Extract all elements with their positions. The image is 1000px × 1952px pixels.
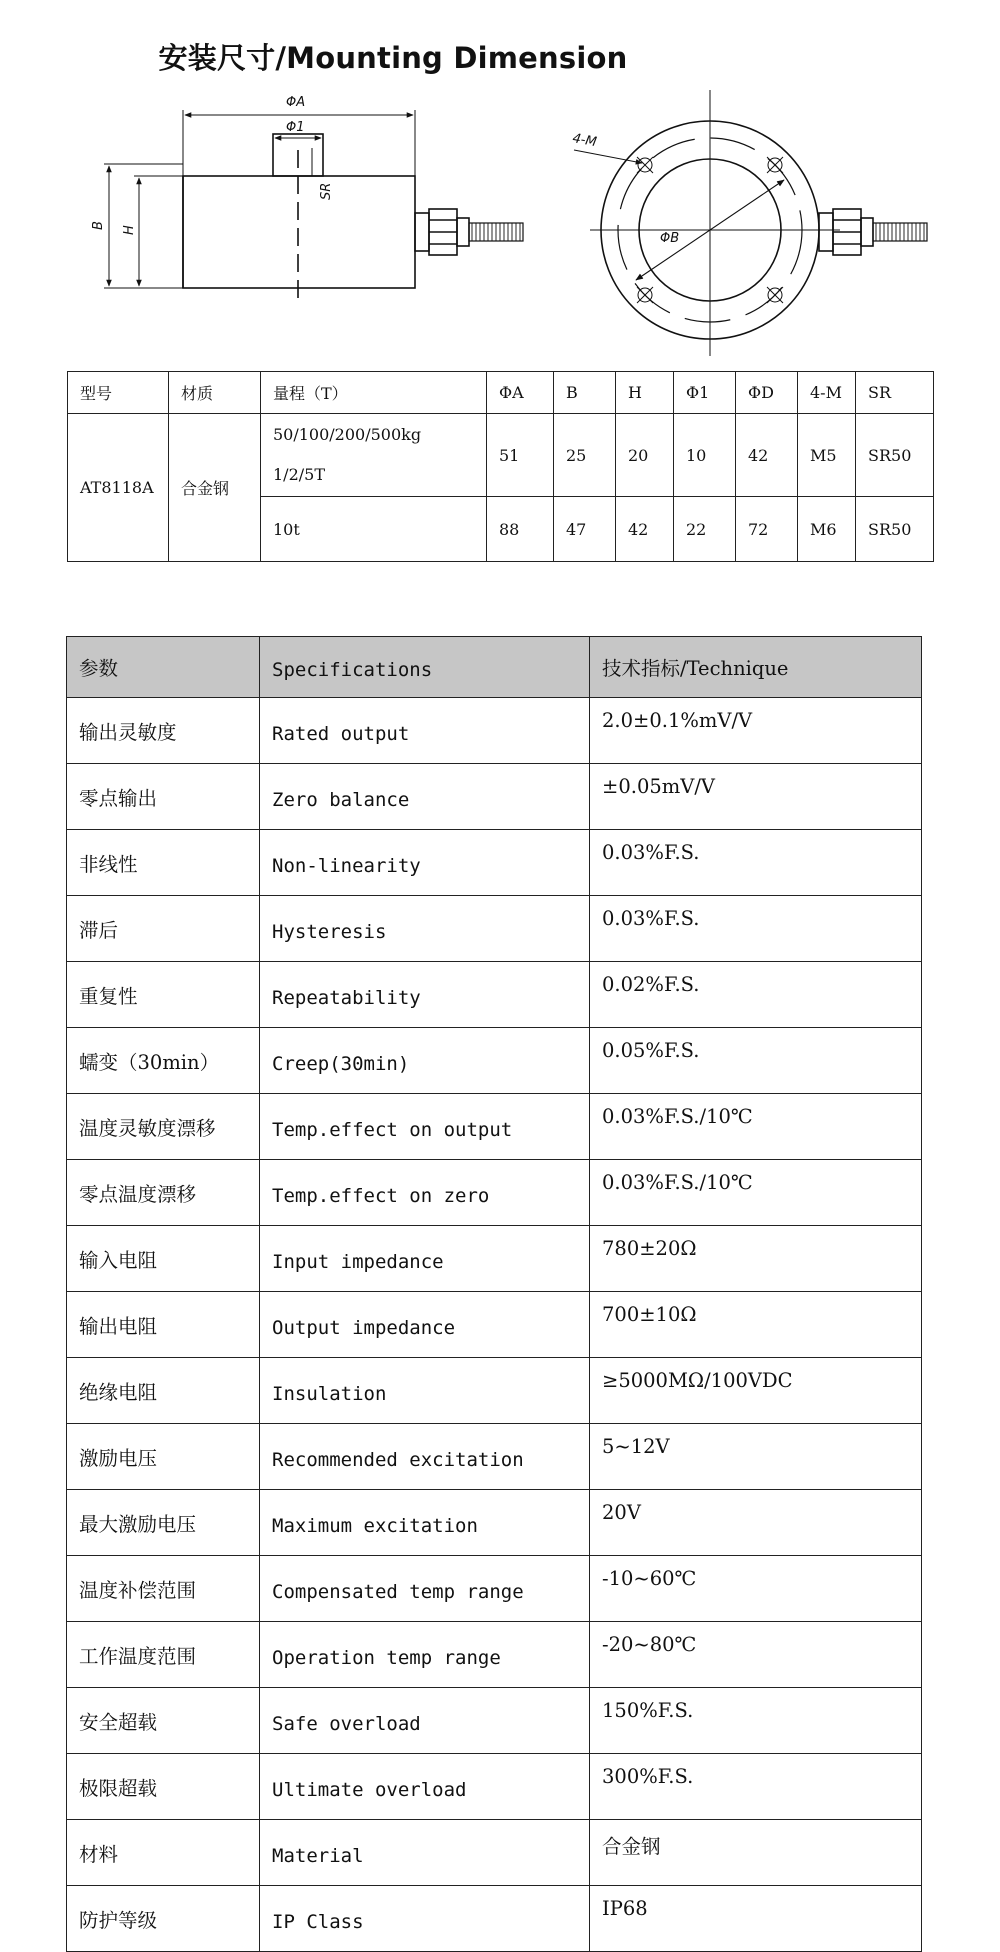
spec-name-cell: Recommended excitation xyxy=(260,1424,590,1490)
label-4-m: 4-M xyxy=(571,131,598,151)
cell-h: 42 xyxy=(616,497,674,562)
table-row xyxy=(67,1688,922,1754)
table-row xyxy=(67,1358,922,1424)
spec-param-cell: 零点温度漂移 xyxy=(67,1160,260,1226)
spec-value-cell: 300%F.S. xyxy=(590,1754,922,1820)
header-material: 材质 xyxy=(169,372,261,414)
cell-phi-d: 42 xyxy=(736,414,798,497)
cell-b: 47 xyxy=(554,497,616,562)
spec-value-cell: 20V xyxy=(590,1490,922,1556)
page-title: 安装尺寸/Mounting Dimension xyxy=(158,41,628,75)
spec-value-cell: 0.03%F.S./10℃ xyxy=(590,1094,922,1160)
spec-name-cell: Non-linearity xyxy=(260,830,590,896)
specification-table xyxy=(66,636,922,1952)
spec-value-cell: ≥5000MΩ/100VDC xyxy=(590,1358,922,1424)
table-row xyxy=(67,1160,922,1226)
table-row xyxy=(67,1820,922,1886)
spec-param-cell: 安全超载 xyxy=(67,1688,260,1754)
spec-param-cell: 非线性 xyxy=(67,830,260,896)
spec-value-cell: 0.05%F.S. xyxy=(590,1028,922,1094)
header-technique: 技术指标/Technique xyxy=(590,637,922,698)
spec-value-cell: 700±10Ω xyxy=(590,1292,922,1358)
cell-range: 10t xyxy=(261,497,487,562)
header-sr: SR xyxy=(856,372,934,414)
spec-param-cell: 零点输出 xyxy=(67,764,260,830)
header-phi-a: ΦA xyxy=(487,372,554,414)
spec-param-cell: 温度补偿范围 xyxy=(67,1556,260,1622)
dimension-table xyxy=(67,371,934,562)
table-row xyxy=(67,764,922,830)
cell-sr: SR50 xyxy=(856,414,934,497)
cell-m: M5 xyxy=(798,414,856,497)
spec-value-cell: -20~80℃ xyxy=(590,1622,922,1688)
header-phi-1: Φ1 xyxy=(674,372,736,414)
spec-param-cell: 极限超载 xyxy=(67,1754,260,1820)
label-b: B xyxy=(91,221,106,230)
header-phi-d: ΦD xyxy=(736,372,798,414)
header-range: 量程（T） xyxy=(261,372,487,414)
cell-phi-1: 10 xyxy=(674,414,736,497)
spec-param-cell: 激励电压 xyxy=(67,1424,260,1490)
spec-name-cell: Compensated temp range xyxy=(260,1556,590,1622)
spec-name-cell: Temp.effect on output xyxy=(260,1094,590,1160)
spec-param-cell: 温度灵敏度漂移 xyxy=(67,1094,260,1160)
header-4-m: 4-M xyxy=(798,372,856,414)
spec-name-cell: Operation temp range xyxy=(260,1622,590,1688)
table-row xyxy=(67,1226,922,1292)
header-model: 型号 xyxy=(68,372,169,414)
spec-header-row xyxy=(67,637,922,698)
spec-value-cell: 0.03%F.S. xyxy=(590,896,922,962)
cell-range xyxy=(261,414,487,497)
spec-param-cell: 蠕变（30min） xyxy=(67,1028,260,1094)
cell-material: 合金钢 xyxy=(169,414,261,562)
spec-value-cell: -10~60℃ xyxy=(590,1556,922,1622)
spec-param-cell: 输出电阻 xyxy=(67,1292,260,1358)
side-view xyxy=(104,110,523,302)
spec-name-cell: Temp.effect on zero xyxy=(260,1160,590,1226)
spec-value-cell: ±0.05mV/V xyxy=(590,764,922,830)
cell-phi-1: 22 xyxy=(674,497,736,562)
table-row xyxy=(67,896,922,962)
spec-value-cell: 780±20Ω xyxy=(590,1226,922,1292)
spec-value-cell: IP68 xyxy=(590,1886,922,1952)
table-row xyxy=(67,1754,922,1820)
spec-param-cell: 滞后 xyxy=(67,896,260,962)
spec-value-cell: 合金钢 xyxy=(590,1820,922,1886)
table-row xyxy=(67,962,922,1028)
header-h: H xyxy=(616,372,674,414)
sensor-body xyxy=(183,176,415,288)
header-b: B xyxy=(554,372,616,414)
spec-name-cell: Zero balance xyxy=(260,764,590,830)
spec-name-cell: Safe overload xyxy=(260,1688,590,1754)
top-view xyxy=(574,90,927,356)
label-phi-b: ΦB xyxy=(660,231,680,246)
label-phi-a: ΦA xyxy=(286,95,306,110)
spec-value-cell: 0.02%F.S. xyxy=(590,962,922,1028)
spec-param-cell: 输入电阻 xyxy=(67,1226,260,1292)
spec-name-cell: IP Class xyxy=(260,1886,590,1952)
spec-name-cell: Rated output xyxy=(260,698,590,764)
cell-b: 25 xyxy=(554,414,616,497)
cell-phi-d: 72 xyxy=(736,497,798,562)
range-line-1: 50/100/200/500kg xyxy=(273,425,422,444)
spec-name-cell: Hysteresis xyxy=(260,896,590,962)
header-specifications: Specifications xyxy=(260,637,590,698)
table-row xyxy=(67,698,922,764)
table-row xyxy=(67,1028,922,1094)
spec-param-cell: 绝缘电阻 xyxy=(67,1358,260,1424)
spec-name-cell: Creep(30min) xyxy=(260,1028,590,1094)
table-row xyxy=(67,1490,922,1556)
label-sr: SR xyxy=(319,182,334,200)
table-row xyxy=(67,1556,922,1622)
spec-value-cell: 150%F.S. xyxy=(590,1688,922,1754)
cell-h: 20 xyxy=(616,414,674,497)
spec-name-cell: Input impedance xyxy=(260,1226,590,1292)
spec-param-cell: 重复性 xyxy=(67,962,260,1028)
spec-param-cell: 最大激励电压 xyxy=(67,1490,260,1556)
table-row xyxy=(67,830,922,896)
spec-param-cell: 防护等级 xyxy=(67,1886,260,1952)
spec-value-cell: 0.03%F.S./10℃ xyxy=(590,1160,922,1226)
mounting-drawing xyxy=(0,0,1000,368)
spec-value-cell: 0.03%F.S. xyxy=(590,830,922,896)
spec-name-cell: Repeatability xyxy=(260,962,590,1028)
cell-m: M6 xyxy=(798,497,856,562)
spec-name-cell: Material xyxy=(260,1820,590,1886)
range-line-2: 1/2/5T xyxy=(273,465,325,484)
table-row xyxy=(67,1094,922,1160)
spec-name-cell: Output impedance xyxy=(260,1292,590,1358)
dimension-header-row xyxy=(68,372,934,414)
cell-phi-a: 51 xyxy=(487,414,554,497)
spec-name-cell: Maximum excitation xyxy=(260,1490,590,1556)
spec-param-cell: 输出灵敏度 xyxy=(67,698,260,764)
spec-name-cell: Insulation xyxy=(260,1358,590,1424)
table-row xyxy=(67,1424,922,1490)
table-row xyxy=(68,414,934,497)
spec-value-cell: 5~12V xyxy=(590,1424,922,1490)
cell-model: AT8118A xyxy=(68,414,169,562)
label-phi-1: Φ1 xyxy=(286,120,305,135)
table-row xyxy=(67,1886,922,1952)
table-row xyxy=(67,1292,922,1358)
cell-phi-a: 88 xyxy=(487,497,554,562)
cell-sr: SR50 xyxy=(856,497,934,562)
spec-param-cell: 材料 xyxy=(67,1820,260,1886)
spec-name-cell: Ultimate overload xyxy=(260,1754,590,1820)
header-param: 参数 xyxy=(67,637,260,698)
table-row xyxy=(67,1622,922,1688)
spec-value-cell: 2.0±0.1%mV/V xyxy=(590,698,922,764)
spec-param-cell: 工作温度范围 xyxy=(67,1622,260,1688)
label-h: H xyxy=(122,225,137,235)
